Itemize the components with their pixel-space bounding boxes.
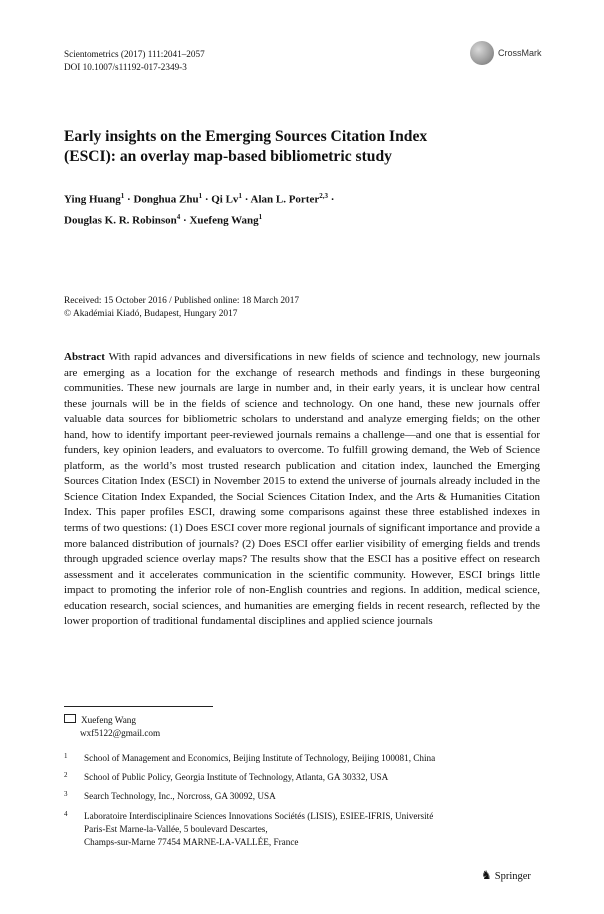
author-list <box>64 188 544 229</box>
footnote-divider <box>64 706 213 707</box>
title-line-1: Early insights on the Emerging Sources Citation Index <box>64 128 428 145</box>
affiliation-text: School of Public Policy, Georgia Institute of Technology, Atlanta, GA 30332, USA <box>84 772 389 782</box>
affiliation-text <box>84 810 544 849</box>
received-line: Received: 15 October 2016 / Published online: 18 March 2017 <box>64 296 300 306</box>
author-name[interactable]: Qi Lv <box>211 193 239 206</box>
author-line-1: Ying Huang$^1$ · Donghua Zhu$^1$ · Qi $Lv^1$ · Alan L. Porter$^{2,3}$ · <box>64 192 335 206</box>
author-name[interactable]: Donghua Zhu <box>133 193 199 206</box>
corresponding-author-email[interactable]: wxf5122@gmail.com <box>80 728 161 738</box>
doi-line[interactable]: DOI 10.1007/s11192-017-2349-3 <box>64 62 187 72</box>
crossmark-icon <box>470 41 494 65</box>
affiliation-4 <box>64 810 544 850</box>
abstract <box>64 350 540 630</box>
correspondence <box>64 714 160 740</box>
crossmark-badge[interactable] <box>470 40 550 68</box>
journal-line: Scientometrics (2017) 111:2041–2057 <box>64 49 205 59</box>
journal-citation <box>64 48 205 74</box>
affiliation-number: 3 <box>64 790 68 798</box>
author-name[interactable]: Ying Huang <box>64 193 121 206</box>
publisher-logo <box>481 868 531 883</box>
publisher-name: Springer <box>494 871 531 882</box>
affiliation-text: School of Management and Economics, Beijing Institute of Technology, Beijing 100081, China <box>84 753 436 763</box>
abstract-text: With rapid advances and diversifications in new fields of science and technology, new journals are emerging as a location for the exchange of research methods and findings in these burgeoning communities. These new journals are large in number and, in their early years, it is unclear how central these journals will be in the fields of science and technology. On one hand, these new journals offer valuable data sources for bibliometric scholars to understand and analyze emerging fields; on the other hand, how to identify important peer-reviewed journals remains a challenge—and one that is essential for funders, key opinion leaders, and evaluators to overcome. To fulfill growing demand, the Web of Science platform, as the world’s most trusted research publication and citation index, launched the Emerging Sources Citation Index (ESCI) in November 2015 to extend the universe of journals already included in the Science Citation Index Expanded, the Social Sciences Citation Index, and the Arts & Humanities Citation Index. This paper profiles ESCI, drawing some comparisons against these three established indexes in terms of two questions: (1) Does ESCI cover more regional journals of significant importance and provide a more balanced distribution of journals? (2) Does ESCI offer earlier visibility of emerging fields and trends through upgraded science overlay maps? The results show that the ESCI has a positive effect on research assessment and it accelerates communication in the scientific community. However, ESCI brings little impact to promoting the inferior role of non-English countries and regions. In addition, medical science, education research, social sciences, and humanities are emerging fields in recent research, reflected by the lower proportion of traditional fundamental disciplines and applied science journals <box>64 351 540 628</box>
paper-title <box>64 127 544 167</box>
author-affiliation-mark: 4 <box>176 212 181 221</box>
affiliation-text: Search Technology, Inc., Norcross, GA 30092, USA <box>84 791 276 801</box>
affiliation-number: 2 <box>64 771 68 779</box>
springer-horse-icon: ♞ <box>481 868 492 882</box>
author-name[interactable]: Xuefeng Wang <box>189 214 259 227</box>
author-name[interactable]: Douglas K. R. Robinson <box>64 214 177 227</box>
corresponding-author-row <box>64 714 160 727</box>
copyright-line: © Akadémiai Kiadó, Budapest, Hungary 2017 <box>64 309 238 319</box>
author-affiliation-mark: 1 <box>258 212 263 221</box>
author-affiliation-mark: 1 <box>120 192 125 200</box>
affiliation-number: 4 <box>64 810 68 818</box>
affiliation-line: Laboratoire Interdisciplinaire Sciences Innovations Sociétés (LISIS), ESIEE-IFRIS, Université <box>84 811 434 821</box>
affiliation-number: 1 <box>64 752 68 760</box>
abstract-label: Abstract <box>64 351 105 363</box>
title-line-2: (ESCI): an overlay map-based bibliometric study <box>64 148 392 165</box>
affiliation-line: Paris-Est Marne-la-Vallée, 5 boulevard Descartes, <box>84 824 268 834</box>
affiliation-line: Champs-sur-Marne 77454 MARNE-LA-VALLÉE, France <box>84 837 299 847</box>
publication-dates <box>64 295 299 321</box>
envelope-icon <box>64 714 76 723</box>
author-affiliation-mark: 2,3 <box>319 192 328 200</box>
crossmark-label: CrossMark <box>498 48 542 58</box>
corresponding-author-name: Xuefeng Wang <box>81 715 136 725</box>
author-affiliation-mark: 1 <box>198 192 203 200</box>
author-affiliation-mark: 1 <box>238 192 242 200</box>
author-name[interactable]: Alan L. Porter <box>250 193 320 206</box>
author-line-2: Douglas K. R. Robinson$^4$ · Xuefeng Wang$^1$ <box>64 212 263 227</box>
